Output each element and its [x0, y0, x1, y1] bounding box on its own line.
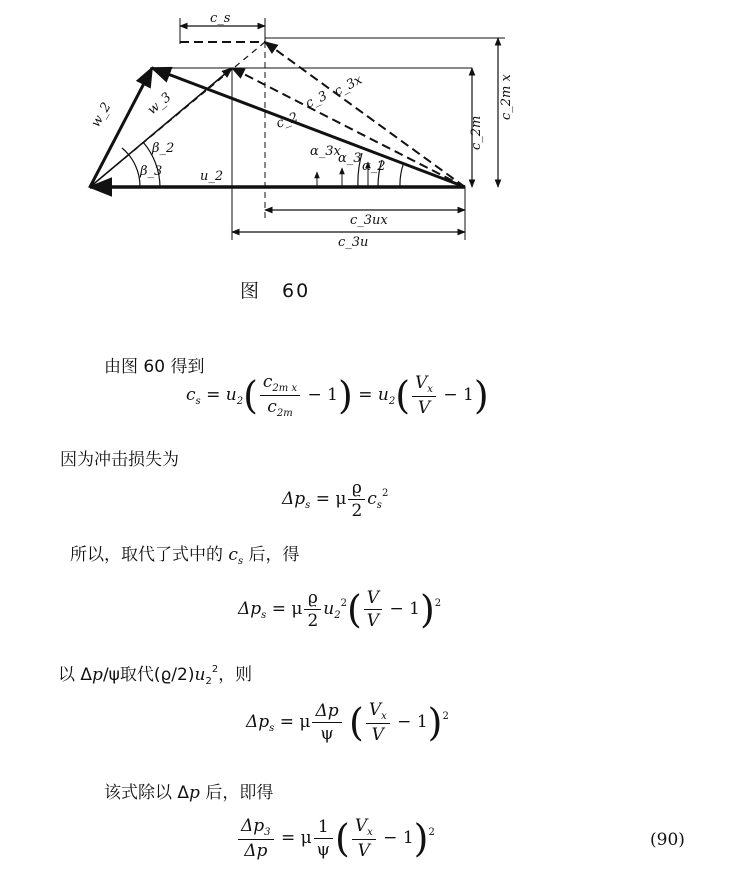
- c2-vector: [152, 68, 465, 187]
- label-c3x: c_3x: [331, 72, 365, 100]
- label-c2mx: c_2m x: [499, 74, 514, 120]
- label-c2m: c_2m: [469, 115, 484, 150]
- text-line3: 所以，取代了式中的 $c_s$ 后，得: [70, 545, 300, 567]
- figure-caption: 图 60: [240, 280, 311, 302]
- equation-1: $c_s = u_2$( $\frac{c_{2m x}}{c_{2m}}$ − $1) = u_2$( $\frac{V_x}{V}$ − 1): [186, 372, 489, 419]
- equation-number: (90): [650, 830, 685, 850]
- label-c3ux: c_3ux: [350, 213, 388, 228]
- label-beta2: β_2: [152, 141, 175, 156]
- label-alpha3x: α_3x: [310, 144, 341, 159]
- label-c3u: c_3u: [338, 235, 369, 250]
- label-c3: c_3: [303, 88, 330, 112]
- text-line1: 由图 60 得到: [104, 357, 205, 377]
- label-c2: c_2: [274, 110, 301, 132]
- equation-5: $\frac{\Delta p_3}{\Delta p}$ = μ $\frac{1}{\psi}$ ( $\frac{V_x}{V}$ − 1)$^2$: [236, 816, 435, 861]
- velocity-triangle-figure: [60, 0, 580, 265]
- equation-3: $\Delta p_s = \mu$ $\frac{ϱ}{2}$ $u_2^2$( $\frac{V}{V}$ − 1)$^2$: [238, 587, 442, 632]
- label-alpha3: α_3: [338, 151, 362, 166]
- label-u2: u_2: [200, 169, 224, 184]
- text-line2: 因为冲击损失为: [60, 450, 179, 470]
- text-line5: 该式除以 Δp 后，即得: [104, 783, 274, 803]
- label-w2: w_2: [88, 100, 115, 130]
- label-cs: c_s: [210, 11, 231, 26]
- label-beta3: β_3: [140, 164, 163, 179]
- label-alpha2: α_2: [362, 159, 386, 174]
- equation-4: $\Delta p_s = \mu$ $\frac{\Delta p}{\psi}$ ( $\frac{V_x}{V}$ − 1)$^2$: [246, 700, 449, 745]
- equation-2: $\Delta p_s = \mu$ $\frac{ϱ}{2}$ $c_s^2$: [282, 478, 389, 521]
- label-w3: w_3: [144, 89, 175, 119]
- text-line4: 以 Δp/ψ取代$(ϱ/2)u_2^2$，则: [58, 664, 253, 687]
